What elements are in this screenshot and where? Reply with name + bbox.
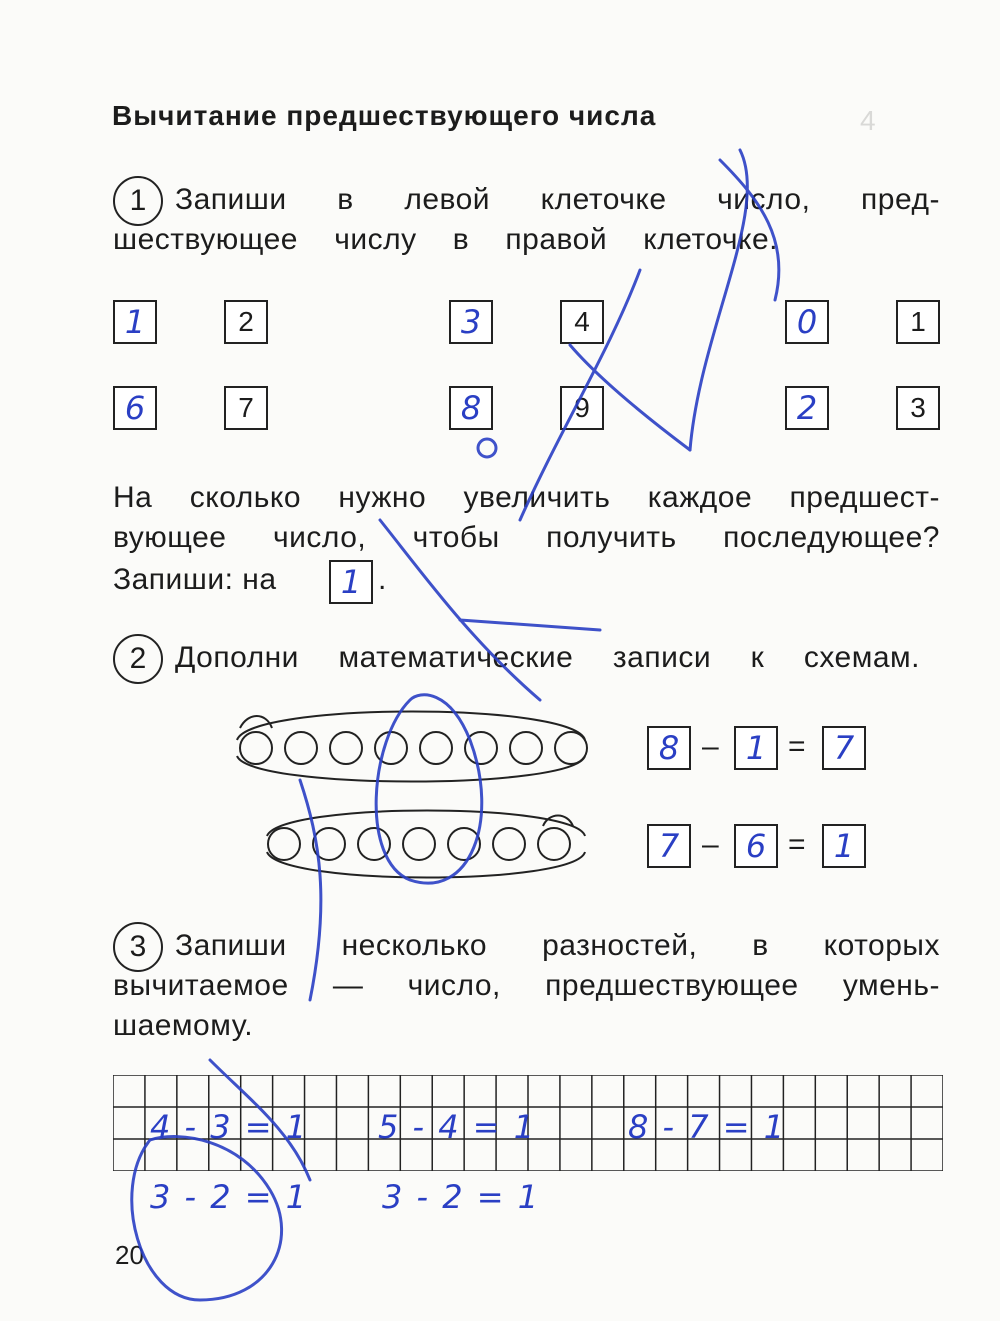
number-cell: 1 [896,300,940,344]
number-cell: 3 [896,386,940,430]
scheme-circle [358,828,390,860]
answer-cell[interactable]: 0 [785,300,829,344]
scheme-circle [538,828,570,860]
scheme-circle [240,732,272,764]
answer-cell[interactable]: 8 [647,726,691,770]
show-through-text: 4 [860,105,876,136]
scheme-circle [493,828,525,860]
task-number-3: 3 [113,922,163,972]
number-cell: 4 [560,300,604,344]
scheme-circle [330,732,362,764]
task2-text: Дополни математические записи к схемам. [175,641,920,674]
equals-sign: = [788,828,806,861]
scheme-circle [268,828,300,860]
number-cell: 7 [224,386,268,430]
task3-text-line2: вычитаемое — число, предшествующее умень- [113,969,940,1002]
answer-cell[interactable]: 1 [329,560,373,604]
task1-question-line2: вующее число, чтобы получить последующее? [113,521,940,554]
scheme-circle [448,828,480,860]
answer-cell[interactable]: 2 [785,386,829,430]
scheme-circle [510,732,542,764]
answer-line: 4 - 3 = 1 [150,1108,309,1146]
task-number-2: 2 [113,634,163,684]
equals-sign: = [788,730,806,763]
answer-cell[interactable]: 1 [113,300,157,344]
task3-text-line3: шаемому. [113,1009,254,1042]
answer-cell[interactable]: 1 [734,726,778,770]
task1-text-line1: Запиши в левой клеточке число, пред- [175,183,940,216]
task3-text-line1: Запиши несколько разностей, в которых [175,929,940,962]
answer-cell[interactable]: 1 [822,824,866,868]
task1-question-line1: На сколько нужно увеличить каждое предшест- [113,481,940,514]
answer-cell[interactable]: 8 [449,386,493,430]
minus-sign: – [702,828,719,861]
answer-cell[interactable]: 7 [647,824,691,868]
scheme-circle [313,828,345,860]
scheme-circle [420,732,452,764]
task1-text-line2: шествующее числу в правой клеточке. [113,223,778,256]
task1-answer-suffix: . [378,563,387,596]
scheme-circle [465,732,497,764]
task-number-1: 1 [113,176,163,226]
answer-line: 3 - 2 = 1 [150,1178,309,1216]
answer-cell[interactable]: 6 [734,824,778,868]
scheme-circle [403,828,435,860]
task1-answer-prefix: Запиши: на [113,563,277,596]
page-number: 20 [115,1240,144,1270]
answer-cell[interactable]: 6 [113,386,157,430]
scheme-circle [285,732,317,764]
number-cell: 2 [224,300,268,344]
number-cell: 9 [560,386,604,430]
scheme-circle [375,732,407,764]
answer-line: 8 - 7 = 1 [628,1108,787,1146]
page-title: Вычитание предшествующего числа [112,100,657,131]
scheme-circle [555,732,587,764]
answer-cell[interactable]: 7 [822,726,866,770]
answer-line: 3 - 2 = 1 [382,1178,541,1216]
answer-cell[interactable]: 3 [449,300,493,344]
minus-sign: – [702,730,719,763]
answer-line: 5 - 4 = 1 [378,1108,537,1146]
